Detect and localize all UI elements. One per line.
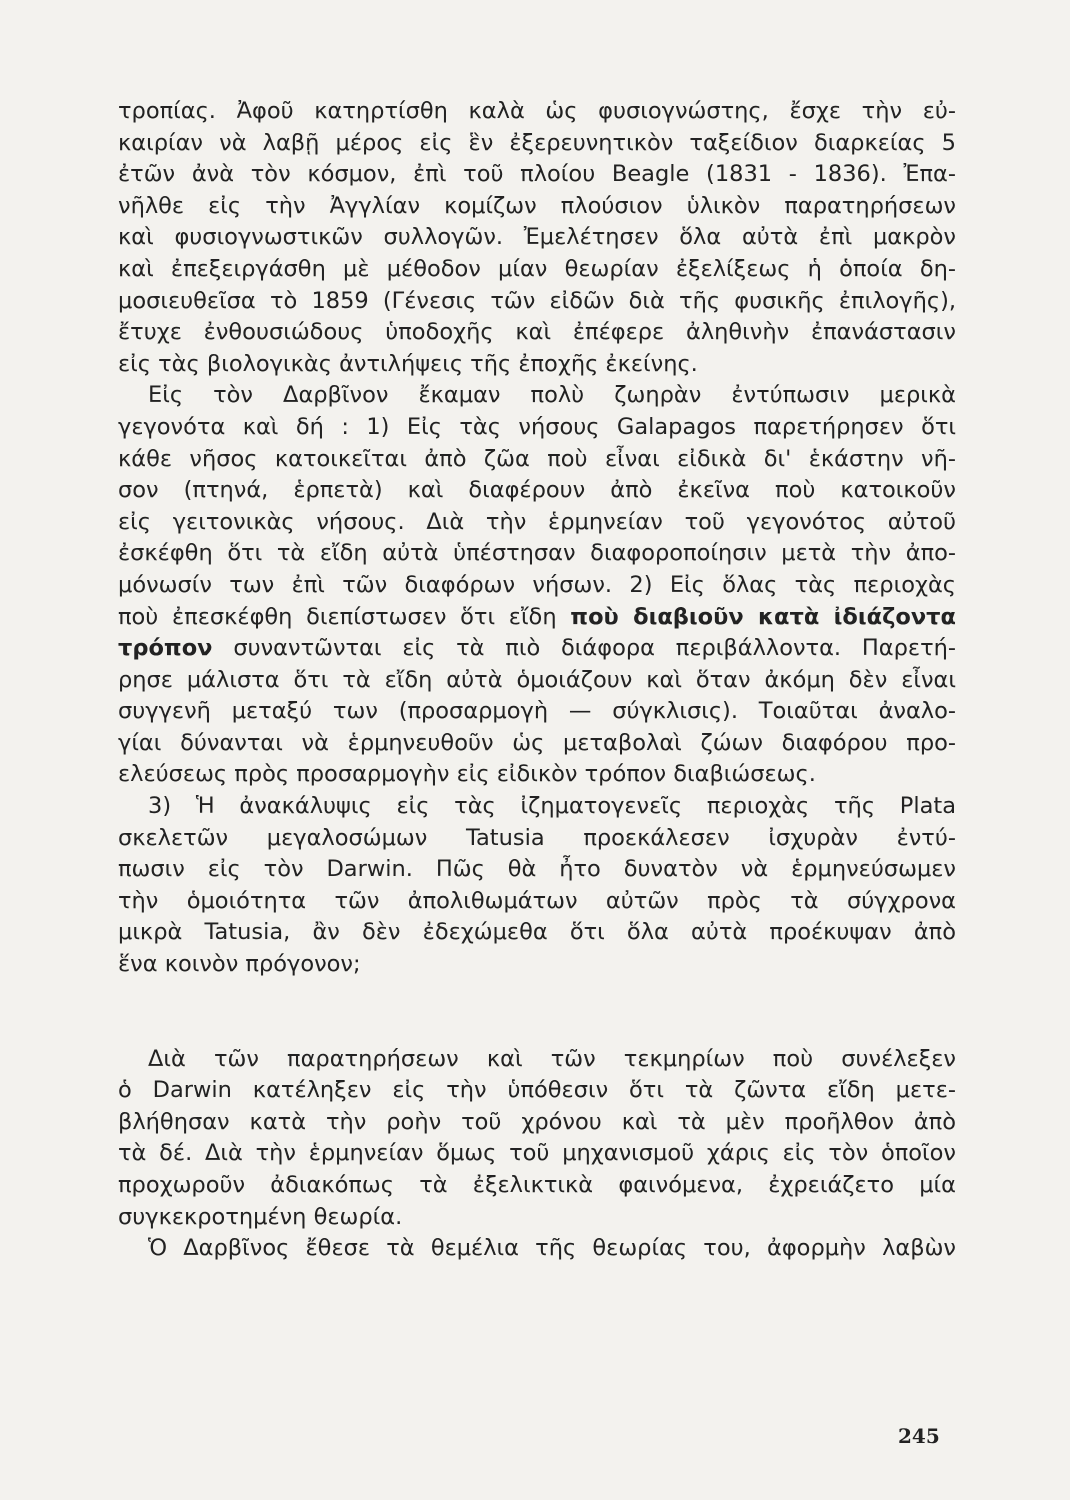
text-line: συγκεκροτημένη θεωρία. — [118, 1203, 403, 1230]
text-line: ἔτυχε ἐνθουσιώδους ὑποδοχῆς καὶ ἐπέφερε ἀληθινὴν ἐπανάστασιν — [118, 319, 956, 346]
text-line: ὁ Darwin κατέληξεν εἰς τὴν ὑπόθεσιν ὅτι τὰ ζῶντα εἴδη μετε- — [118, 1077, 956, 1104]
section-gap — [118, 981, 956, 1044]
text-line: ἐσκέφθη ὅτι τὰ εἴδη αὐτὰ ὑπέστησαν διαφοροποίησιν μετὰ τὴν ἀπο- — [118, 540, 956, 567]
text-line: κάθε νῆσος κατοικεῖται ἀπὸ ζῶα ποὺ εἶναι εἰδικὰ δι' ἑκάστην νῆ- — [118, 445, 956, 472]
text-line: σον (πτηνά, ἑρπετὰ) καὶ διαφέρουν ἀπὸ ἐκεῖνα ποὺ κατοικοῦν — [118, 477, 956, 504]
text-line: μοσιευθεῖσα τὸ 1859 (Γένεσις τῶν εἰδῶν διὰ τῆς φυσικῆς ἐπιλογῆς), — [118, 287, 956, 314]
text-line: μόνωσίν των ἐπὶ τῶν διαφόρων νήσων. 2) Εἰς ὅλας τὰς περιοχὰς — [118, 571, 956, 598]
text-line: ἕνα κοινὸν πρόγονον; — [118, 951, 361, 978]
text-line: προχωροῦν ἀδιακόπως τὰ ἐξελικτικὰ φαινόμενα, ἐχρειάζετο μία — [118, 1172, 956, 1198]
text-line: εἰς τὰς βιολογικὰς ἀντιλήψεις τῆς ἐποχῆς ἐκείνης. — [118, 350, 698, 377]
text-line: τὴν ὁμοιότητα τῶν ἀπολιθωμάτων αὐτῶν πρὸς τὰ σύγχρονα — [118, 887, 956, 914]
text-line: ελεύσεως πρὸς προσαρμογὴν εἰς εἰδικὸν τρόπον διαβιώσεως. — [118, 761, 816, 788]
text-line: γίαι δύνανται νὰ ἑρμηνευθοῦν ὡς μεταβολαὶ ζώων διαφόρου προ- — [118, 729, 956, 756]
text-line: 3) Ἡ ἀνακάλυψις εἰς τὰς ἰζηματογενεῖς περιοχὰς τῆς Plata — [148, 793, 956, 820]
text-line: τὰ δέ. Διὰ τὴν ἑρμηνείαν ὅμως τοῦ μηχανισμοῦ χάρις εἰς τὸν ὁποῖον — [118, 1140, 956, 1167]
text-line: τροπίας. Ἀφοῦ κατηρτίσθη καλὰ ὡς φυσιογνώστης, ἔσχε τὴν εὐ- — [118, 98, 956, 124]
text-line: καιρίαν νὰ λαβῇ μέρος εἰς ἓν ἐξερευνητικὸν ταξείδιον διαρκείας 5 — [118, 129, 956, 156]
text-line: ρησε μάλιστα ὅτι τὰ εἴδη αὐτὰ ὁμοιάζουν καὶ ὅταν ἀκόμη δὲν εἶναι — [118, 666, 956, 693]
text-line-with-bold — [118, 602, 956, 634]
text-line: καὶ φυσιογνωστικῶν συλλογῶν. Ἐμελέτησεν ὅλα αὐτὰ ἐπὶ μακρὸν — [118, 224, 956, 251]
text-line: γεγονότα καὶ δή : 1) Εἰς τὰς νήσους Galapagos παρετήρησεν ὅτι — [118, 413, 956, 440]
text-line: Εἰς τὸν Δαρβῖνον ἔκαμαν πολὺ ζωηρὰν ἐντύπωσιν μερικὰ — [148, 382, 956, 409]
text-line: Διὰ τῶν παρατηρήσεων καὶ τῶν τεκμηρίων ποὺ συνέλεξεν — [148, 1045, 956, 1072]
text-line: νῆλθε εἰς τὴν Ἀγγλίαν κομίζων πλούσιον ὑλικὸν παρατηρήσεων — [118, 192, 956, 219]
text-segment: συναντῶνται εἰς τὰ πιὸ διάφορα περιβάλλοντα. Παρετή- — [233, 635, 956, 662]
text-line: καὶ ἐπεξειργάσθη μὲ μέθοδον μίαν θεωρίαν ἐξελίξεως ἡ ὁποία δη- — [118, 255, 956, 282]
text-line: βλήθησαν κατὰ τὴν ροὴν τοῦ χρόνου καὶ τὰ μὲν προῆλθον ἀπὸ — [118, 1108, 956, 1135]
text-segment: ποὺ ἐπεσκέφθη διεπίστωσεν ὅτι εἴδη — [118, 603, 557, 630]
text-line-with-bold — [118, 633, 956, 665]
text-line: μικρὰ Tatusia, ἂν δὲν ἐδεχώμεθα ὅτι ὅλα αὐτὰ προέκυψαν ἀπὸ — [118, 919, 956, 946]
text-line: πωσιν εἰς τὸν Darwin. Πῶς θὰ ἦτο δυνατὸν νὰ ἑρμηνεύσωμεν — [118, 856, 956, 883]
text-line: ἐτῶν ἀνὰ τὸν κόσμον, ἐπὶ τοῦ πλοίου Beagle (1831 - 1836). Ἐπα- — [118, 161, 956, 188]
page-number: 245 — [898, 1424, 940, 1448]
text-line: συγγενῆ μεταξύ των (προσαρμογὴ — σύγκλισις). Τοιαῦται ἀναλο- — [118, 698, 956, 725]
text-line: εἰς γειτονικὰς νήσους. Διὰ τὴν ἑρμηνείαν τοῦ γεγονότος αὐτοῦ — [118, 508, 956, 535]
body-text — [118, 96, 956, 1265]
text-line: σκελετῶν μεγαλοσώμων Tatusia προεκάλεσεν ἰσχυρὰν ἐντύ- — [118, 824, 956, 851]
bold-word: τρόπον — [118, 635, 213, 662]
bold-phrase: ποὺ διαβιοῦν κατὰ ἰδιάζοντα — [570, 603, 957, 630]
text-line: Ὁ Δαρβῖνος ἔθεσε τὰ θεμέλια τῆς θεωρίας του, ἀφορμὴν λαβὼν — [148, 1235, 956, 1262]
